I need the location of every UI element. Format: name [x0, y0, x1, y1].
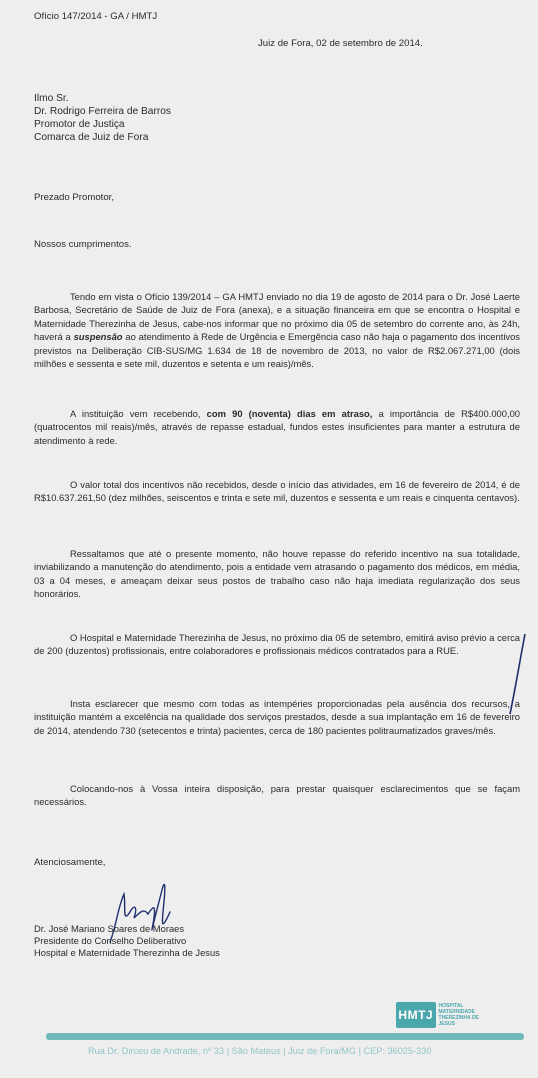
signatory-organization: Hospital e Maternidade Therezinha de Jesus — [34, 947, 220, 958]
paragraph-1-emphasis: suspensão — [73, 331, 123, 343]
footer-address: Rua Dr. Dirceu de Andrade, nº 33 | São Mateus | Juiz de Fora/MG | CEP: 36025-330 — [88, 1046, 432, 1056]
logo-wordmark — [439, 1003, 496, 1027]
paragraph-7: Colocando-nos à Vossa inteira disposição, para prestar quaisquer esclarecimentos que se façam necessários. — [34, 783, 520, 808]
paragraph-1-text-a: Tendo em vista o Ofício 139/2014 – GA HMTJ enviado no dia 19 de agosto de 2014 para o Dr. José Laerte Barbosa, Secretário de Saúde de Juiz de Fora (anexa), e a situação financeira em que se encontra o Hospital e Maternidade Therezinha de Jesus, cabe-nos informar que no próximo dia 05 de setembro do corrente ano, às 24h, haverá a — [34, 291, 520, 343]
logo-mark: HMTJ — [396, 1002, 436, 1028]
salutation: Prezado Promotor, — [34, 192, 114, 203]
paragraph-5: O Hospital e Maternidade Therezinha de Jesus, no próximo dia 05 de setembro, emitirá aviso prévio a cerca de 200 (duzentos) profissionais, entre colaboradores e profissionais médicos contratados para a RUE. — [34, 632, 520, 657]
logo-line-2: MATERNIDADE — [438, 1009, 476, 1015]
closing: Atenciosamente, — [34, 857, 106, 868]
recipient-line-4: Comarca de Juiz de Fora — [34, 132, 149, 143]
margin-check-mark — [500, 630, 530, 720]
paragraph-1-text-c: ao atendimento à Rede de Urgência e Emergência caso não haja o pagamento dos incentivos previstos na Deliberação CIB-SUS/MG 1.634 de 18 de novembro de 2013, no valor de R$2.067.271,00 (dois milhões e sessenta e sete mil, duzentos e setenta e um reais)/mês. — [34, 331, 520, 370]
logo-line-1: HOSPITAL — [438, 1003, 464, 1009]
greeting: Nossos cumprimentos. — [34, 239, 132, 250]
signatory-name: Dr. José Mariano Soares de Moraes — [34, 923, 185, 934]
paragraph-2-text-a: A instituição vem recebendo, — [70, 408, 207, 419]
hospital-logo — [396, 1000, 496, 1030]
signatory-title: Presidente do Conselho Deliberativo — [34, 935, 187, 946]
reference-number: Ofício 147/2014 - GA / HMTJ — [34, 11, 158, 22]
signatory-block — [34, 923, 220, 959]
paragraph-1 — [34, 290, 520, 370]
logo-line-3: THEREZINHA DE JESUS — [438, 1015, 479, 1027]
date-line: Juiz de Fora, 02 de setembro de 2014. — [258, 38, 423, 49]
recipient-block — [34, 92, 171, 144]
recipient-line-1: Ilmo Sr. — [34, 93, 69, 104]
paragraph-3: O valor total dos incentivos não recebidos, desde o início das atividades, em 16 de fevereiro de 2014, é de R$10.637.261,50 (dez milhões, seiscentos e trinta e sete mil, duzentos e sessenta e um reais e cinquenta centavos). — [34, 479, 520, 504]
paragraph-4: Ressaltamos que até o presente momento, não houve repasse do referido incentivo na sua totalidade, inviabilizando a manutenção do atendimento, pois a entidade vem atrasando o pagamento dos médicos, em média, 03 a 04 meses, e ameaçam deixar seus postos de trabalho caso não haja imediata regularização dos seus honorários. — [34, 548, 520, 600]
footer-divider-bar — [46, 1033, 524, 1040]
paragraph-2 — [34, 407, 520, 447]
paragraph-2-text-c: a importância de R$400.000,00 (quatrocentos mil reais)/mês, através de repasse estadual, fundos estes insuficientes para manter a estrutura de atendimento à rede. — [34, 408, 521, 446]
recipient-line-3: Promotor de Justiça — [34, 119, 125, 130]
paragraph-6: Insta esclarecer que mesmo com todas as intempéries proporcionadas pela ausência dos recursos, a instituição mantém a excelência na qualidade dos serviços prestados, desde a sua implantação em 16 de fevereiro de 2014, atendendo 730 (setecentos e trinta) pacientes, cerca de 180 pacientes politraumatizados graves/mês. — [34, 698, 520, 736]
paragraph-2-emphasis: com 90 (noventa) dias em atraso, — [206, 408, 373, 419]
recipient-line-2: Dr. Rodrigo Ferreira de Barros — [34, 106, 172, 117]
